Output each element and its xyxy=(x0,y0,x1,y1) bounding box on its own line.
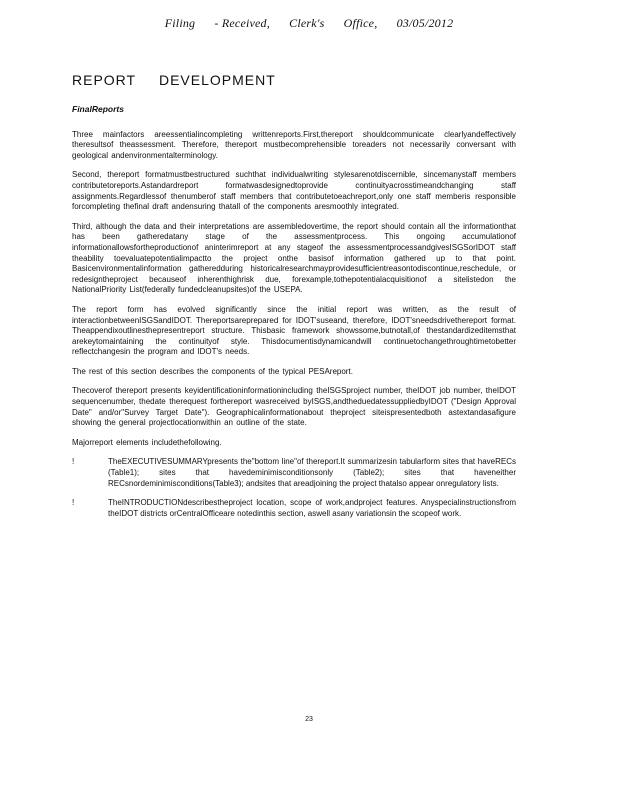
body-content xyxy=(72,104,516,528)
title-word-report: REPORT xyxy=(72,72,137,88)
header-date: 03/05/2012 xyxy=(396,16,454,30)
header-filing: Filing xyxy=(164,16,196,30)
subsection-heading: FinalReports xyxy=(72,104,124,114)
paragraph: The report form has evolved significantly since the initial report was written, as the result of interactionbetweenISGSandIDOT. Thereportsareprepared for IDOT'suseand, therefore, IDOT'sneedsdrivethereport format. Theappendixoutlinesthepresentreport structure. Thisbasic framework showssome,butnotall,of thestandardizeditemsthat arekeytomaintaining the continuityof style. Thisdocumentisdynamicandwill continuetochangethroughtimetobetter reflectchangesin the program and IDOT's needs. xyxy=(72,304,516,357)
paragraph: Second, thereport formatmustbestructured suchthat individualwriting stylesarenotdiscernible, sincemanystaff members contributetoreports.Astandardreport formatwasdesignedtoprovide continuityacrosstimeandchanging staff assignments.Regardlessof thenumberof staff members that contributetoeachreport,only one staff memberis responsible forcompleting thefinal draft andensuring thatall of the components aresmoothly integrated. xyxy=(72,170,516,212)
list-item xyxy=(72,498,516,519)
paragraph: Majorreport elements includethefollowing. xyxy=(72,437,222,447)
list-item xyxy=(72,457,516,489)
filing-stamp-header xyxy=(0,16,618,31)
bullet-mark: ! xyxy=(72,457,75,467)
paragraph: Thecoverof thereport presents keyidentificationinformationincluding theISGSproject number, theIDOT job number, theIDOT sequencenumber, thedate therequest forthereport wasreceived byISGS,andtheduedatessuppliedbyIDOT ("Design Approval Date" and/or"Survey Target Date"). Geographicalinformationabout theproject siteispresentedboth astextandasafigure showing the general projectlocationwithin an outline of the state. xyxy=(72,386,516,428)
paragraph: Three mainfactors areessentialincompleting writtenreports.First,thereport shouldcommunicate clearlyandeffectively theresultsof theassessment. Therefore, thereport mustbecomprehensible toreaders not necessarily conversant with geological andenvironmentalterminology. xyxy=(72,129,516,160)
paragraph: The rest of this section describes the components of the typical PESAreport. xyxy=(72,366,353,376)
header-received: - Received, xyxy=(214,16,270,30)
section-title xyxy=(72,72,294,88)
header-clerks: Clerk's xyxy=(289,16,325,30)
bullet-mark: ! xyxy=(72,498,75,508)
paragraph: Third, although the data and their interpretations are assembledovertime, the report should contain all the informationthat has been gatheredatany stage of the assessmentprocess. This ongoing accumulationof informationallowsfortheproductionof aninterimreport at any stageof the assessmentprocessandgivesISGSorIDOT staff theability toevaluatepotentialimpactto the project onthe basisof information gathered up to that point. Basicenvironmentalinformation gatheredduring historicalresearchmayprovidesufficientreasontodiscontinue,reschedule, or redesigntheproject becauseof inherenthighrisk due, forexample,tothepotentialacquisitionof a sitelistedon the NationalPriority List(federally fundedcleanupsites)of the USEPA. xyxy=(72,221,516,295)
header-office: Office, xyxy=(343,16,378,30)
bullet-text: TheEXECUTIVESUMMARYpresents the"bottom line"of thereport.It summarizesin tabularform sites that haveRECs (Table1); sites that havedeminimisconditionsonly (Table2); sites that haveneither RECsnordeminimisconditions(Table3); andsites that areadjoining the project thatalso appear onregulatory lists. xyxy=(108,457,516,488)
title-word-development: DEVELOPMENT xyxy=(158,72,276,88)
bullet-text: TheINTRODUCTIONdescribestheproject location, scope of work,andproject features. Anyspecialinstructionsfrom theIDOT districts orCentralOfficeare notedinthis section, aswell asany variationsin the scopeof work. xyxy=(108,498,516,518)
page-number: 23 xyxy=(305,716,313,723)
